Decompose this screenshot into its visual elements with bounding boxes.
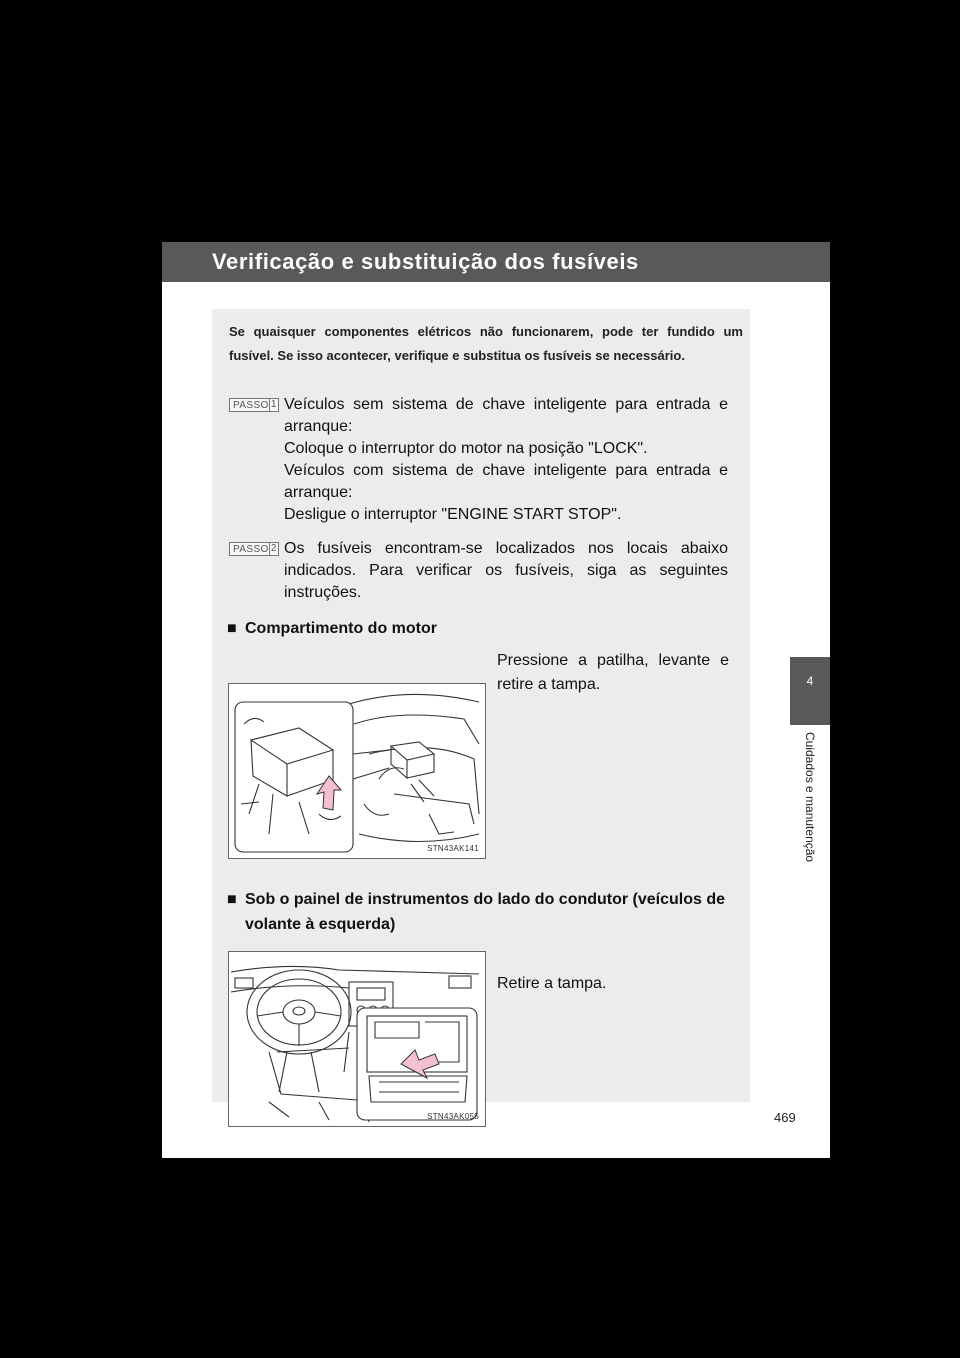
intro-text: Se quaisquer componentes elétricos não funcionarem, pode ter fundido um fusível. Se isso acontecer, verifique e substitua os fusíveis se necessário. <box>229 324 743 363</box>
step-2-badge <box>229 542 279 556</box>
section-engine-heading <box>227 616 747 641</box>
figure-code: STN43AK141 <box>427 844 479 853</box>
step-badge-label: PASSO <box>233 543 269 555</box>
bullet-square: ■ <box>227 891 237 908</box>
step-1-badge <box>229 398 279 412</box>
dashboard-illustration <box>228 951 486 1127</box>
section-title-bar <box>162 242 830 282</box>
step-badge-number: 1 <box>269 399 278 411</box>
step-line: Os fusíveis encontram-se localizados nos locais abaixo indicados. Para verificar os fusíveis, siga as seguintes instruções. <box>284 540 728 601</box>
engine-caption: Pressione a patilha, levante e retire a tampa. <box>497 652 729 693</box>
content-box <box>212 309 750 1121</box>
step-1-text <box>284 394 728 526</box>
step-line: Veículos com sistema de chave inteligente para entrada e arranque: <box>284 462 728 501</box>
section-heading-text: Compartimento do motor <box>245 620 437 637</box>
step-line: Coloque o interruptor do motor na posição "LOCK". <box>284 440 648 457</box>
step-badge-label: PASSO <box>233 399 269 411</box>
bullet-square: ■ <box>227 620 237 637</box>
section-dashboard-heading <box>227 887 747 937</box>
manual-page <box>162 242 830 1158</box>
step-2-text <box>284 538 728 604</box>
engine-compartment-illustration <box>228 683 486 859</box>
section-heading-text: Sob o painel de instrumentos do lado do condutor (veículos de volante à esquerda) <box>245 891 726 933</box>
page-number: 469 <box>774 1110 796 1125</box>
dashboard-caption: Retire a tampa. <box>497 975 607 992</box>
section-title: Verificação e substituição dos fusíveis <box>212 249 639 274</box>
chapter-tab <box>790 657 830 725</box>
step-line: Desligue o interruptor "ENGINE START STOP". <box>284 506 622 523</box>
step-line: Veículos sem sistema de chave inteligente para entrada e arranque: <box>284 396 728 435</box>
chapter-label: Cuidados e manutenção <box>803 732 817 863</box>
chapter-number: 4 <box>806 674 814 688</box>
figure-code: STN43AK055 <box>427 1112 479 1121</box>
step-badge-number: 2 <box>269 543 278 555</box>
